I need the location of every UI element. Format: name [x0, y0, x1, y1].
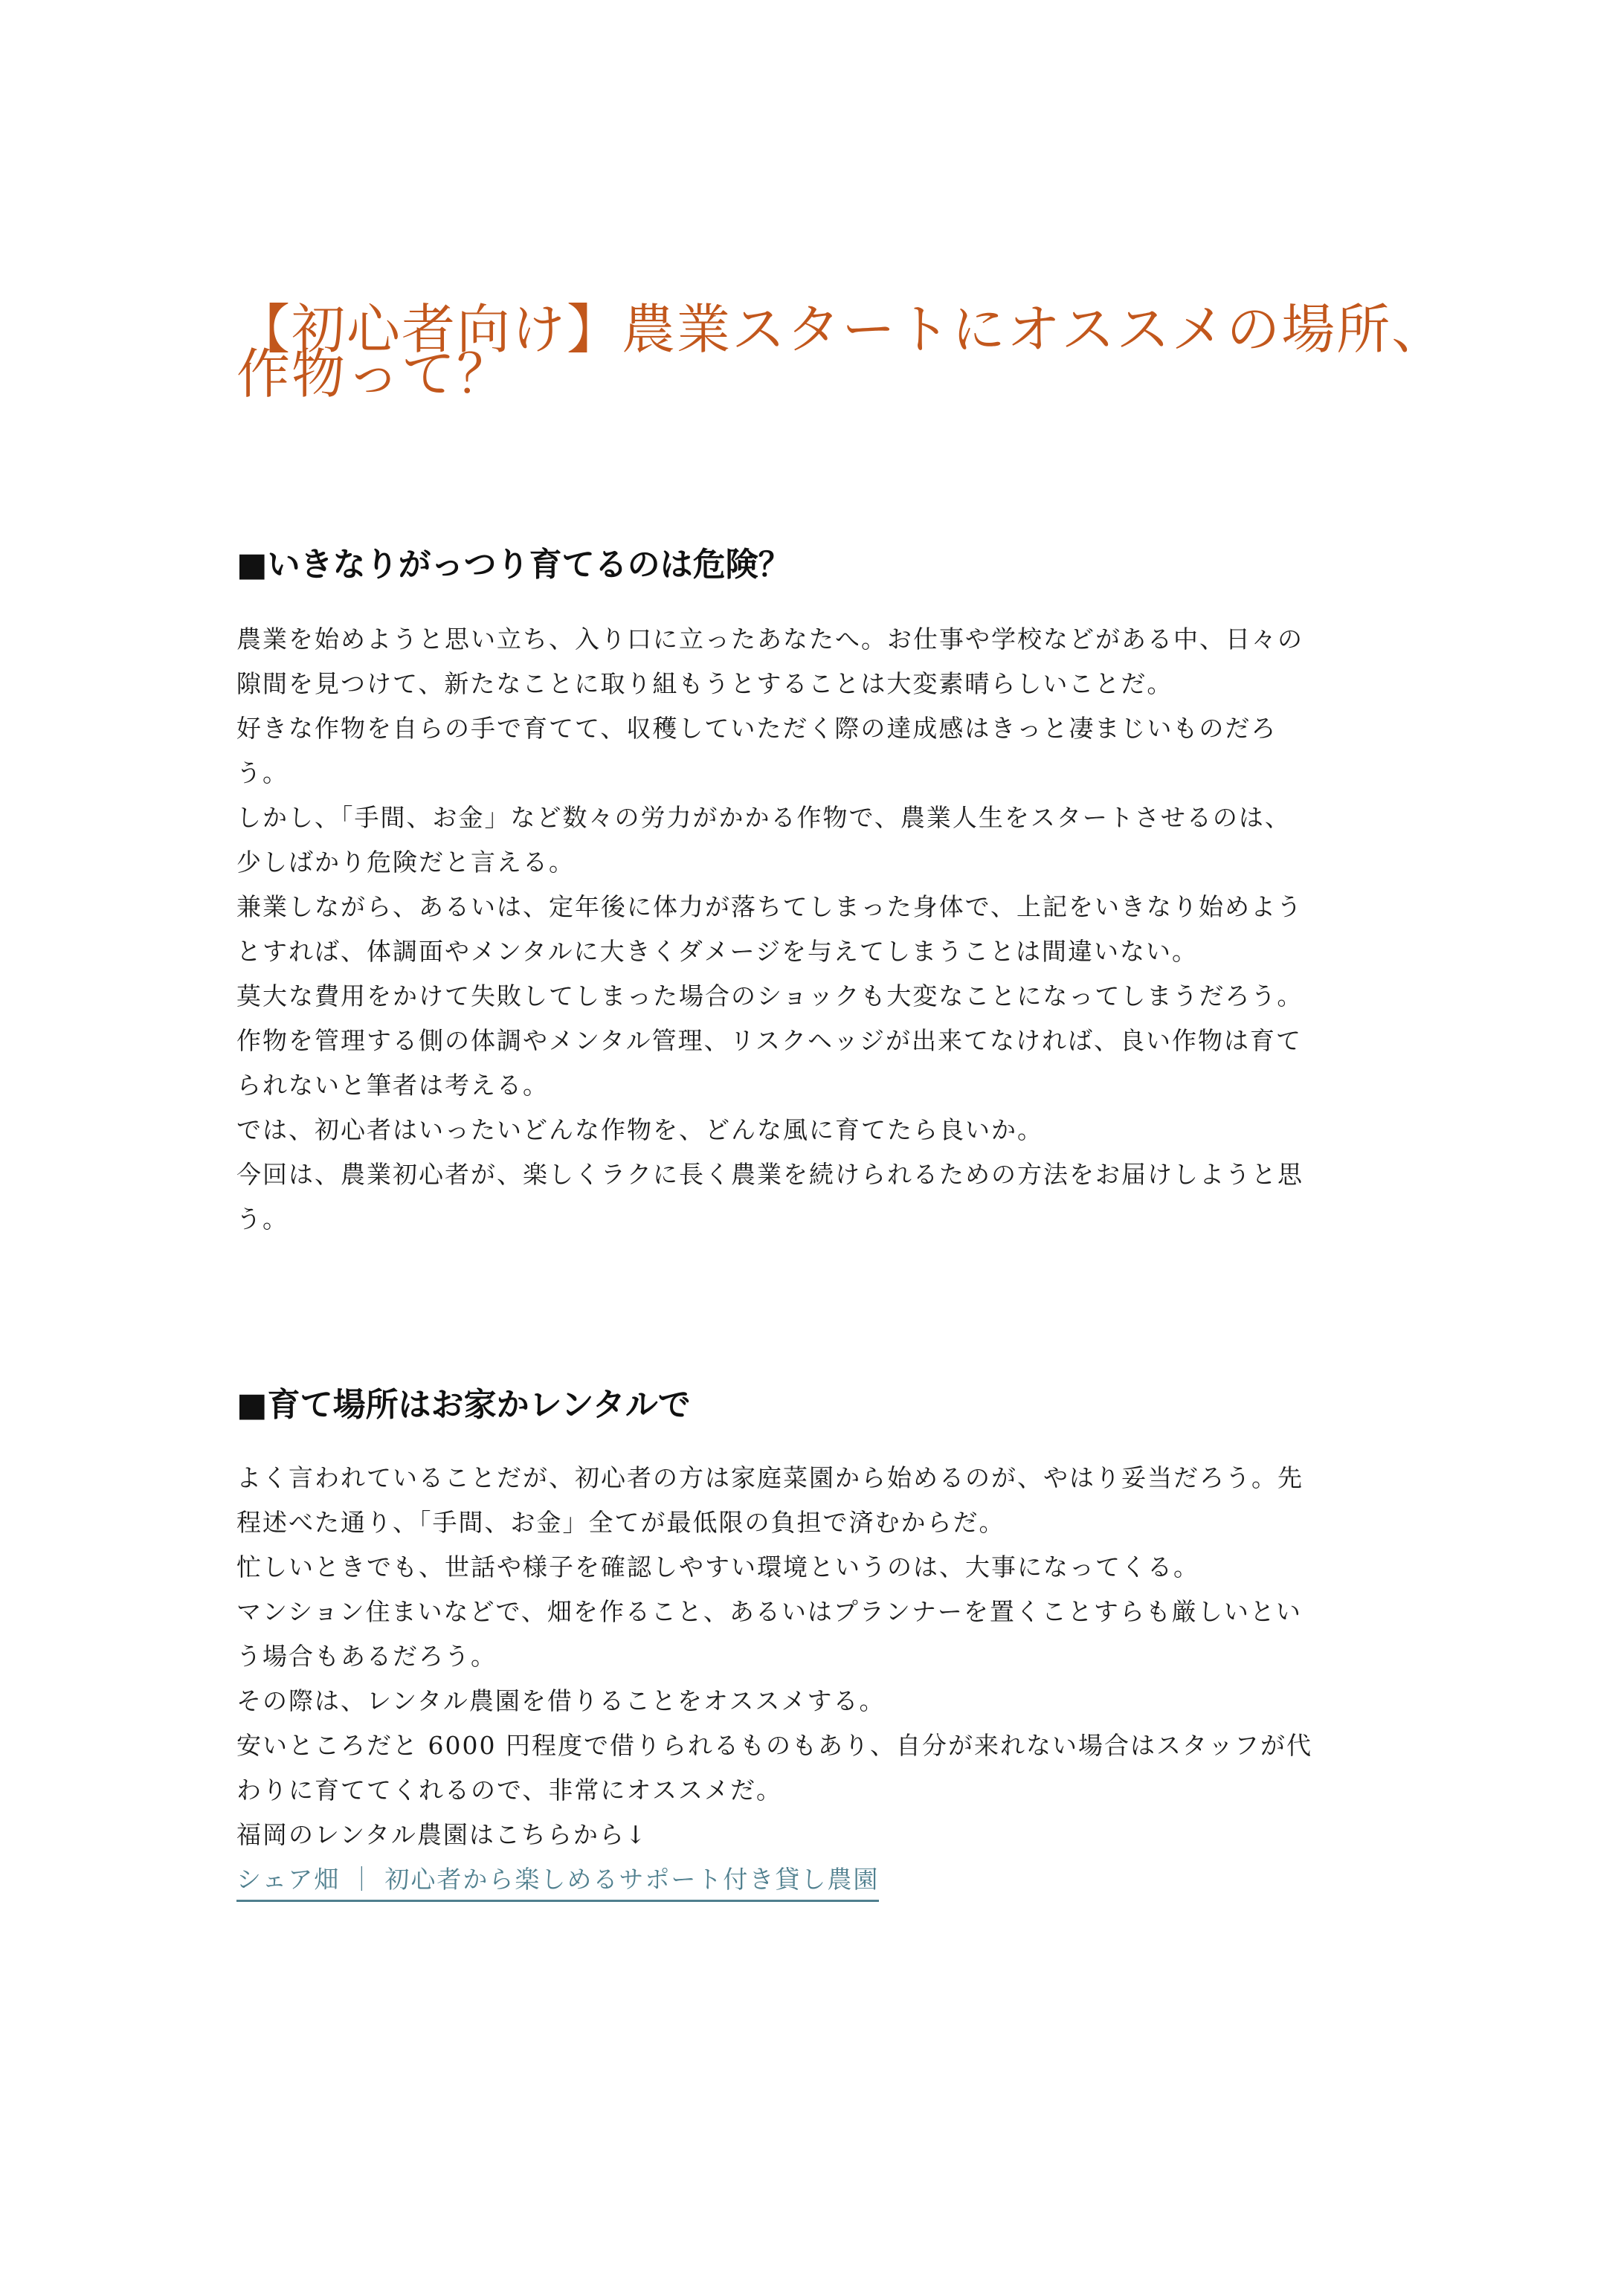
paragraph-line: マンション住まいなどで、畑を作ること、あるいはプランナーを置くことすらも厳しいとい [236, 1597, 1302, 1626]
paragraph-line: わりに育ててくれるので、非常にオススメだ。 [236, 1776, 783, 1805]
paragraph-line: 隙間を見つけて、新たなことに取り組もうとすることは大変素晴らしいことだ。 [236, 669, 1173, 698]
article-title [236, 277, 1447, 405]
paragraph-line: 好きな作物を自らの手で育てて、収穫していただく際の達成感はきっと凄まじいものだろ [236, 714, 1277, 743]
paragraph-line: 作物を管理する側の体調やメンタル管理、リスクヘッジが出来てなければ、良い作物は育て [236, 1026, 1303, 1055]
paragraph-line: 少しばかり危険だと言える。 [236, 848, 575, 877]
paragraph-line: 莫大な費用をかけて失敗してしまった場合のショックも大変なことになってしまうだろう。 [236, 981, 1304, 1010]
paragraph-line: 忙しいときでも、世話や様子を確認しやすい環境というのは、大事になってくる。 [236, 1552, 1199, 1581]
share-farm-link[interactable]: シェア畑 ｜ 初心者から楽しめるサポート付き貸し農園 [236, 1860, 879, 1902]
paragraph-line: しかし、「手間、お金」など数々の労力がかかる作物で、農業人生をスタートさせるのは、 [236, 803, 1291, 832]
section-body [236, 1456, 1426, 1902]
paragraph-line: 安いところだと 6000 円程度で借りられるものもあり、自分が来れない場合はスタッフが代 [236, 1731, 1312, 1760]
paragraph-line: 今回は、農業初心者が、楽しくラクに長く農業を続けられるための方法をお届けしようと思 [236, 1160, 1304, 1189]
section-heading: ■いきなりがっつり育てるのは危険？ [236, 546, 791, 584]
paragraph-line: では、初心者はいったいどんな作物を、どんな風に育てたら良いか。 [236, 1115, 1043, 1144]
paragraph-line: とすれば、体調面やメンタルに大きくダメージを与えてしまうことは間違いない。 [236, 937, 1199, 966]
paragraph-line: う。 [236, 758, 289, 787]
paragraph-line: 程述べた通り、「手間、お金」全てが最低限の負担で済むからだ。 [236, 1508, 1005, 1537]
title-line: 【初心者向け】農業スタートにオススメの場所、 [236, 298, 1447, 361]
section-body [236, 617, 1426, 1242]
paragraph-line: 福岡のレンタル農園はこちらから↓ [236, 1820, 648, 1849]
paragraph-line: られないと筆者は考える。 [236, 1071, 549, 1100]
section-heading: ■育て場所はお家かレンタルで [236, 1386, 691, 1424]
paragraph-line: その際は、レンタル農園を借りることをオススメする。 [236, 1686, 886, 1715]
paragraph-line: 農業を始めようと思い立ち、入り口に立ったあなたへ。お仕事や学校などがある中、日々の [236, 625, 1304, 654]
paragraph-line: よく言われていることだが、初心者の方は家庭菜園から始めるのが、やはり妥当だろう。先 [236, 1463, 1304, 1492]
paragraph-line: 兼業しながら、あるいは、定年後に体力が落ちてしまった身体で、上記をいきなり始めよう [236, 892, 1304, 921]
paragraph-line: う場合もあるだろう。 [236, 1642, 497, 1671]
title-line: 作物って？ [236, 343, 512, 405]
link-line [236, 1857, 1426, 1902]
paragraph-line: う。 [236, 1205, 289, 1234]
